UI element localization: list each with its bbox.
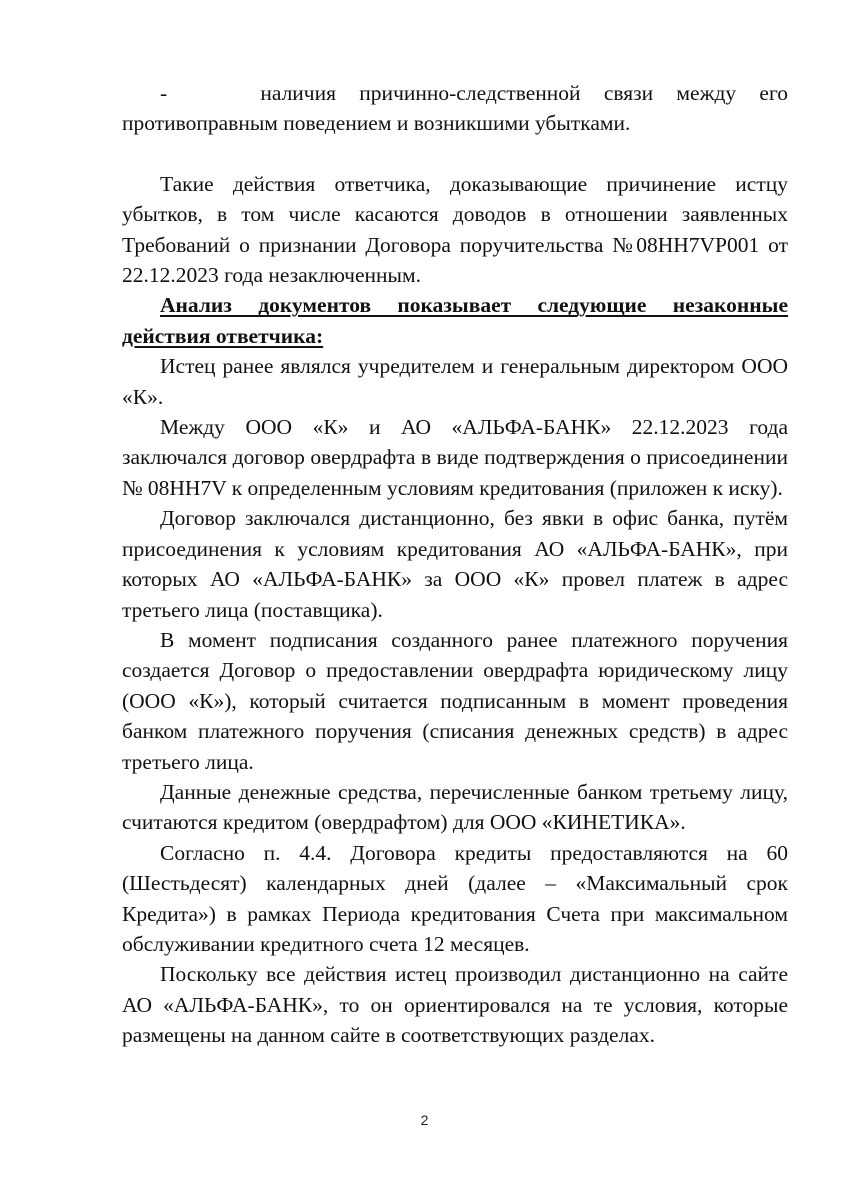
page-number: 2 [420,1112,429,1128]
document-body [122,78,788,1051]
section-heading [122,290,788,351]
paragraph-payment-order: В момент подписания созданного ранее платежного поручения создается Договор о предоставлении овердрафта юридическому лицу (ООО «К»), который считается подписанным в момент проведения банком платежного поручения (списания денежных средств) в адрес третьего лица. [122,627,788,774]
paragraph-causal-link: - наличия причинно-следственной связи между его противоправным поведением и возникшими убытками. [122,81,788,136]
paragraph-credit-terms: Согласно п. 4.4. Договора кредиты предоставляются на 60 (Шестьдесят) календарных дней (далее – «Максимальный срок Кредита») в рамках Периода кредитования Счета при максимальном обслуживании кредитного счета 12 месяцев. [122,840,788,956]
paragraph-website-conditions: Поскольку все действия истец производил дистанционно на сайте АО «АЛЬФА-БАНК», то он ориентировался на те условия, которые размещены на данном сайте в соответствующих разделах. [122,962,788,1048]
paragraph-credit-funds: Данные денежные средства, перечисленные банком третьему лицу, считаются кредитом (овердрафтом) для ООО «КИНЕТИКА». [122,779,788,835]
section-heading-text: Анализ документов показывает следующие незаконные действия ответчика: [122,293,788,348]
paragraph-overdraft-agreement: Между ООО «К» и АО «АЛЬФА-БАНК» 22.12.2023 года заключался договор овердрафта в виде подтверждения о присоединении № 08НН7V к определенным условиям кредитования (приложен к иску). [122,415,788,500]
paragraph-plaintiff-role: Истец ранее являлся учредителем и генеральным директором ООО «К». [122,354,788,409]
paragraph-defendant-actions: Такие действия ответчика, доказывающие причинение истцу убытков, в том числе касаются доводов в отношении заявленных Требований о признании Договора поручительства №08НН7VP001 от 22.12.2023 года незаключенным. [122,171,788,288]
paragraph-remote-conclusion: Договор заключался дистанционно, без явки в офис банка, путём присоединения к условиям кредитования АО «АЛЬФА-БАНК», при которых АО «АЛЬФА-БАНК» за ООО «К» провел платеж в адрес третьего лица (поставщика). [122,506,788,622]
